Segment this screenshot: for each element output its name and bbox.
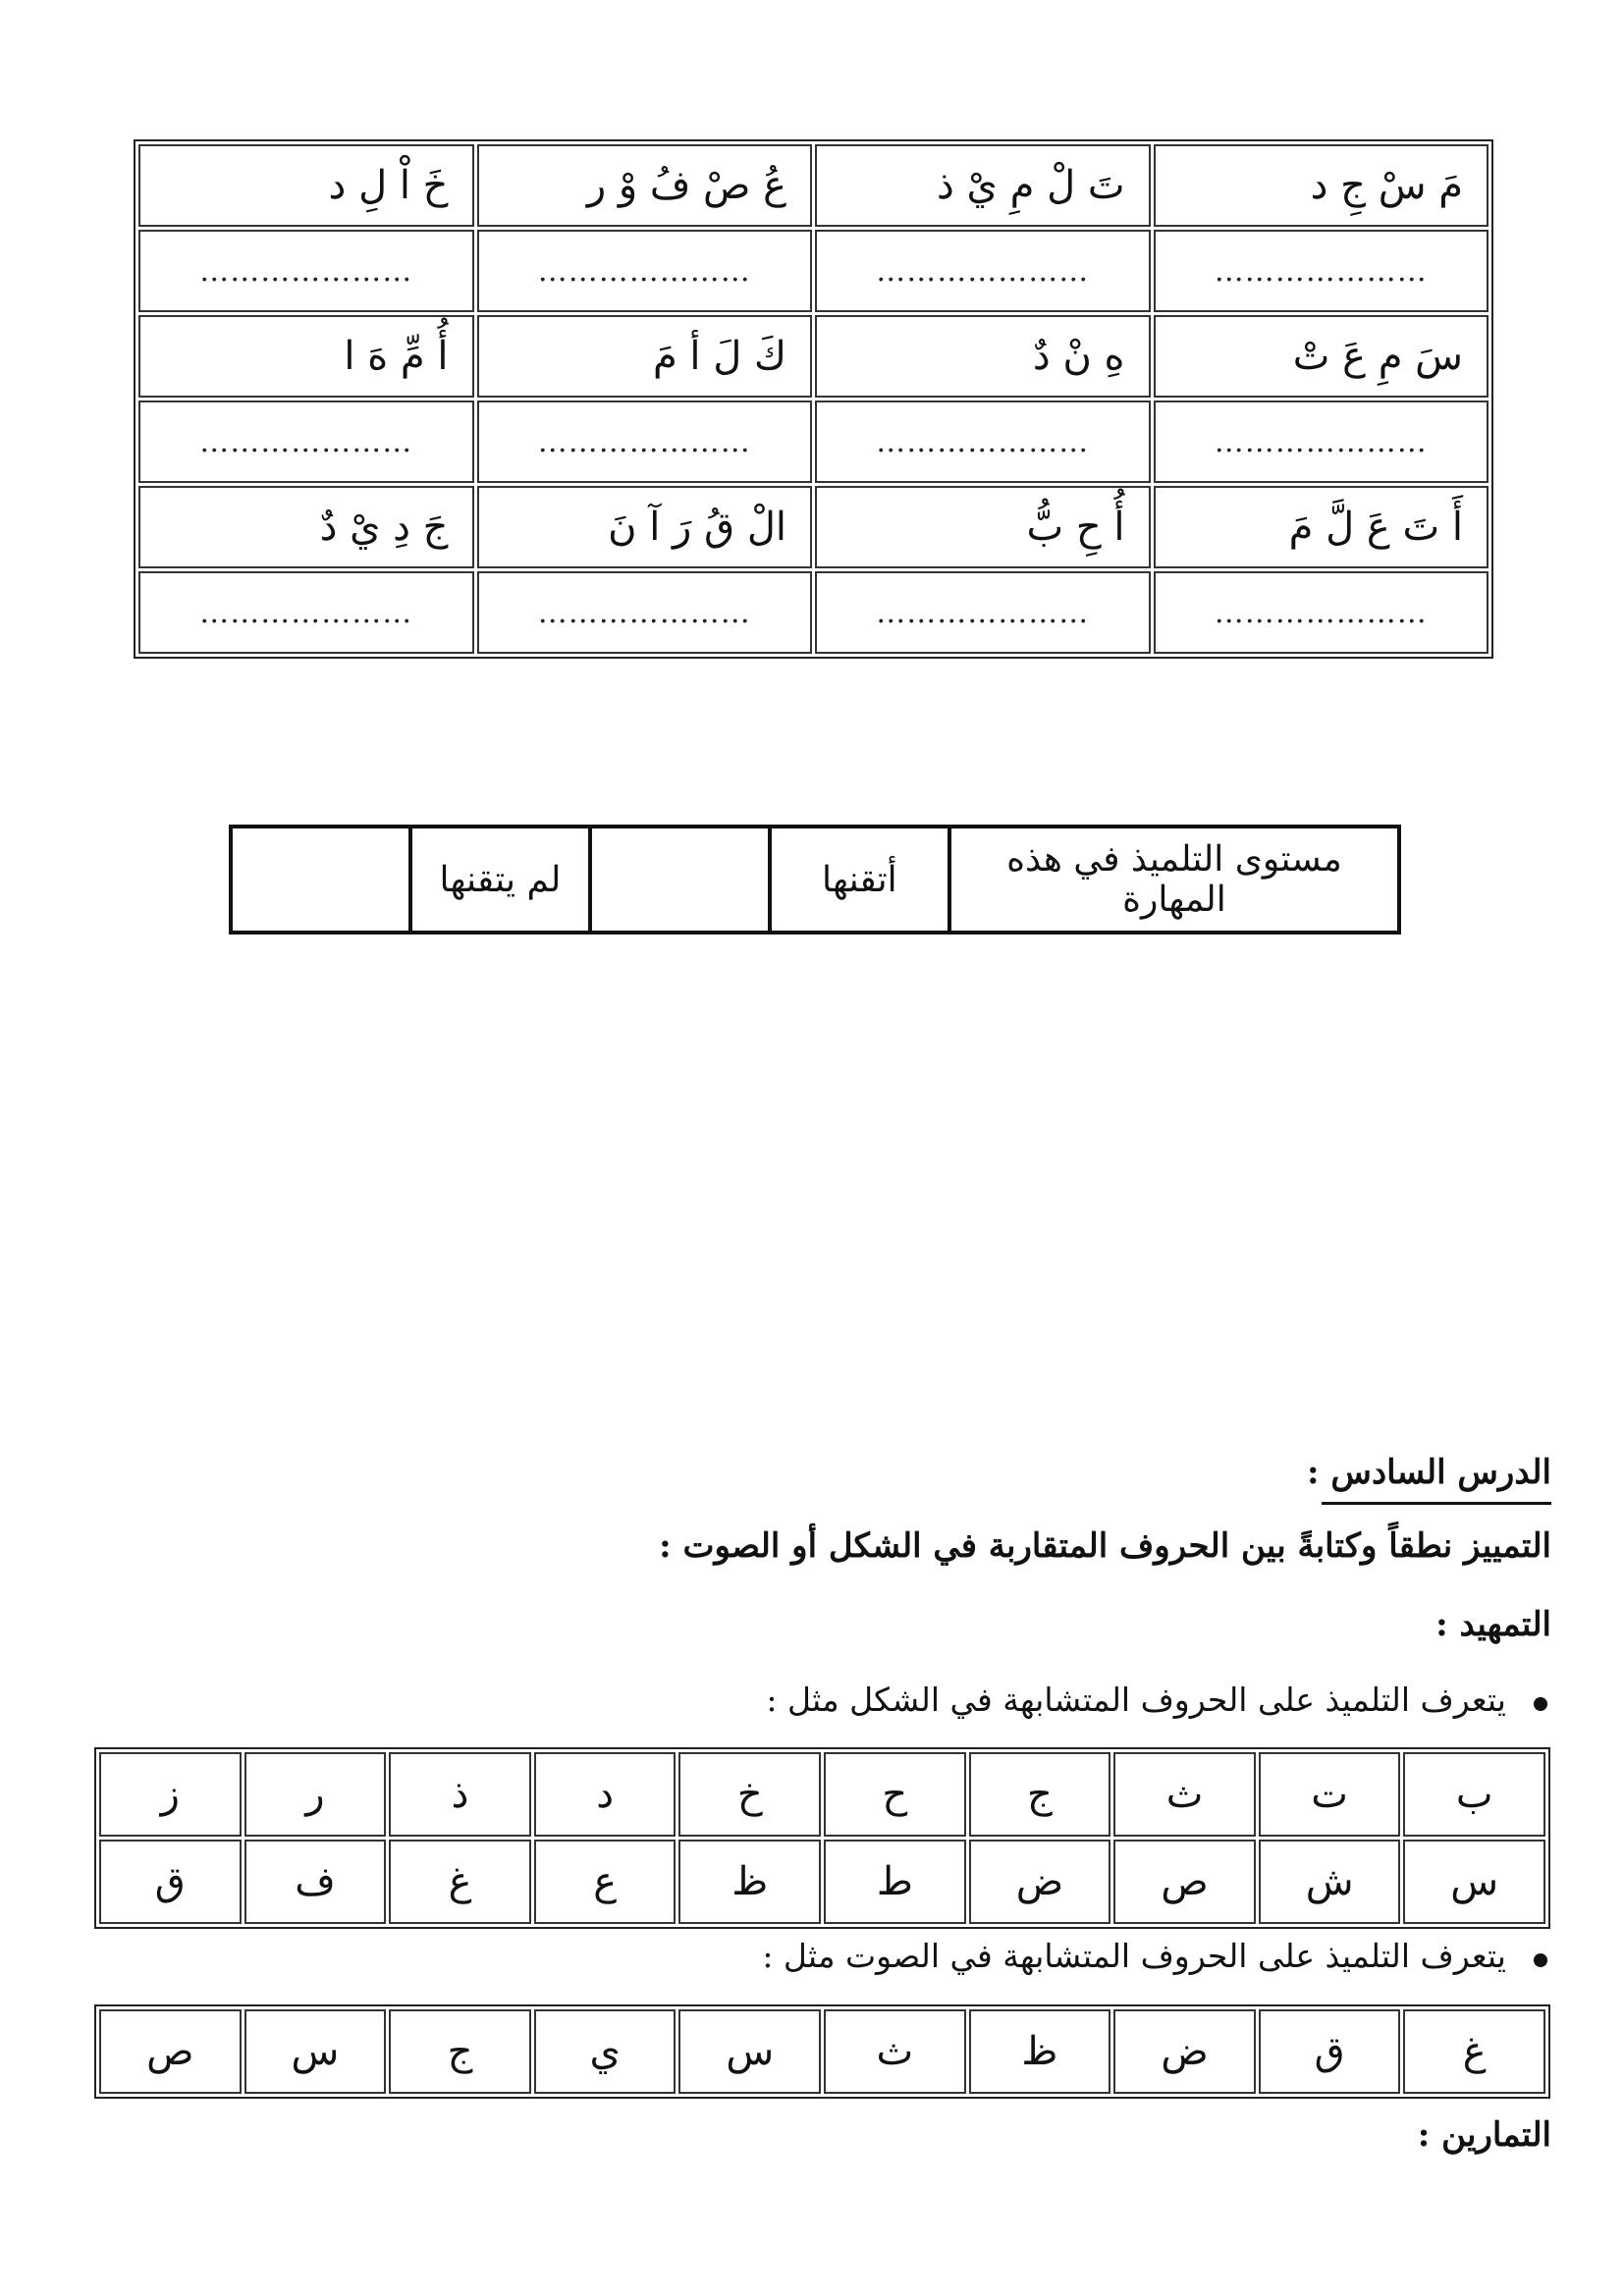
skill-level-label: مستوى التلميذ في هذه المهارة bbox=[949, 827, 1399, 933]
sound-letters-grid bbox=[94, 2004, 1550, 2099]
word-cell: مَ سْ جِ د bbox=[1154, 144, 1489, 227]
shape-letters-grid bbox=[94, 1747, 1550, 1929]
letter-cell: س bbox=[1403, 1840, 1545, 1924]
answer-blank[interactable]: ………………… bbox=[138, 571, 474, 654]
letter-word-table bbox=[134, 139, 1493, 659]
word-cell: خَ اْ لِ د bbox=[138, 144, 474, 227]
not-mastered-checkbox[interactable] bbox=[231, 827, 410, 933]
letter-cell: ث bbox=[824, 2009, 966, 2094]
bullet-icon bbox=[1534, 1953, 1547, 1967]
answer-blank[interactable]: ………………… bbox=[815, 571, 1151, 654]
letter-cell: ج bbox=[389, 2009, 531, 2094]
lesson-title: الدرس السادس : bbox=[1307, 1453, 1551, 1492]
not-mastered-label: لم يتقنها bbox=[410, 827, 590, 933]
answer-blank[interactable]: ………………… bbox=[815, 230, 1151, 312]
word-cell: الْ قُ رَ آ نَ bbox=[477, 486, 813, 568]
word-cell: كَ لَ أ مَ bbox=[477, 315, 813, 398]
answer-blank[interactable]: ………………… bbox=[138, 230, 474, 312]
letter-cell: ق bbox=[99, 1840, 242, 1924]
word-cell: عُ صْ فُ وْ ر bbox=[477, 144, 813, 227]
letter-cell: ي bbox=[534, 2009, 677, 2094]
letter-cell: ج bbox=[969, 1752, 1111, 1837]
letter-cell: ب bbox=[1403, 1752, 1545, 1837]
table-row bbox=[231, 827, 1399, 933]
answer-blank[interactable]: ………………… bbox=[477, 400, 813, 483]
table-row bbox=[138, 486, 1489, 568]
bullet-icon bbox=[1534, 1697, 1547, 1711]
letter-cell: ظ bbox=[969, 2009, 1111, 2094]
table-row bbox=[138, 315, 1489, 398]
table-row bbox=[138, 230, 1489, 312]
letter-cell: ش bbox=[1259, 1840, 1401, 1924]
letter-cell: غ bbox=[389, 1840, 531, 1924]
word-cell: أُ مِّ هَ ا bbox=[138, 315, 474, 398]
word-cell: جَ دِ يْ دٌ bbox=[138, 486, 474, 568]
letter-cell: ع bbox=[534, 1840, 677, 1924]
letter-cell: غ bbox=[1403, 2009, 1545, 2094]
letter-cell: خ bbox=[678, 1752, 821, 1837]
letter-cell: ص bbox=[1113, 1840, 1256, 1924]
letter-cell: د bbox=[534, 1752, 677, 1837]
lesson-topic: التمييز نطقاً وكتابةً بين الحروف المتقاربة في الشكل أو الصوت : bbox=[659, 1526, 1551, 1566]
letter-cell: ذ bbox=[389, 1752, 531, 1837]
answer-blank[interactable]: ………………… bbox=[815, 400, 1151, 483]
letter-cell: ث bbox=[1113, 1752, 1256, 1837]
exercises-heading: التمارين : bbox=[1417, 2115, 1551, 2155]
letter-cell: ض bbox=[1113, 2009, 1256, 2094]
letter-cell: ر bbox=[244, 1752, 387, 1837]
table-row bbox=[99, 2009, 1545, 2094]
word-cell: سَ مِ عَ تْ bbox=[1154, 315, 1489, 398]
letter-cell: ظ bbox=[678, 1840, 821, 1924]
answer-blank[interactable]: ………………… bbox=[1154, 230, 1489, 312]
letter-cell: ص bbox=[99, 2009, 242, 2094]
shape-bullet-text: يتعرف التلميذ على الحروف المتشابهة في الشكل مثل : bbox=[766, 1681, 1506, 1719]
table-row bbox=[99, 1840, 1545, 1924]
lesson-title-underline bbox=[1322, 1502, 1551, 1505]
letter-cell: ط bbox=[824, 1840, 966, 1924]
letter-cell: ز bbox=[99, 1752, 242, 1837]
skill-level-table bbox=[229, 825, 1401, 934]
letter-cell: ح bbox=[824, 1752, 966, 1837]
word-cell: تَ لْ مِ يْ ذ bbox=[815, 144, 1151, 227]
letter-cell: س bbox=[678, 2009, 821, 2094]
letter-cell: ت bbox=[1259, 1752, 1401, 1837]
intro-heading: التمهيد : bbox=[1435, 1605, 1551, 1644]
table-row bbox=[138, 144, 1489, 227]
letter-cell: ف bbox=[244, 1840, 387, 1924]
mastered-checkbox[interactable] bbox=[590, 827, 770, 933]
letter-cell: س bbox=[244, 2009, 387, 2094]
letter-cell: ض bbox=[969, 1840, 1111, 1924]
answer-blank[interactable]: ………………… bbox=[477, 230, 813, 312]
answer-blank[interactable]: ………………… bbox=[1154, 571, 1489, 654]
table-row bbox=[138, 400, 1489, 483]
word-cell: هِ نْ دٌ bbox=[815, 315, 1151, 398]
sound-bullet-text: يتعرف التلميذ على الحروف المتشابهة في الصوت مثل : bbox=[762, 1937, 1506, 1975]
answer-blank[interactable]: ………………… bbox=[138, 400, 474, 483]
mastered-label: أتقنها bbox=[770, 827, 949, 933]
answer-blank[interactable]: ………………… bbox=[1154, 400, 1489, 483]
word-cell: أُ حِ بُّ bbox=[815, 486, 1151, 568]
letter-cell: ق bbox=[1259, 2009, 1401, 2094]
word-cell: أَ تَ عَ لَّ مَ bbox=[1154, 486, 1489, 568]
answer-blank[interactable]: ………………… bbox=[477, 571, 813, 654]
table-row bbox=[99, 1752, 1545, 1837]
table-row bbox=[138, 571, 1489, 654]
